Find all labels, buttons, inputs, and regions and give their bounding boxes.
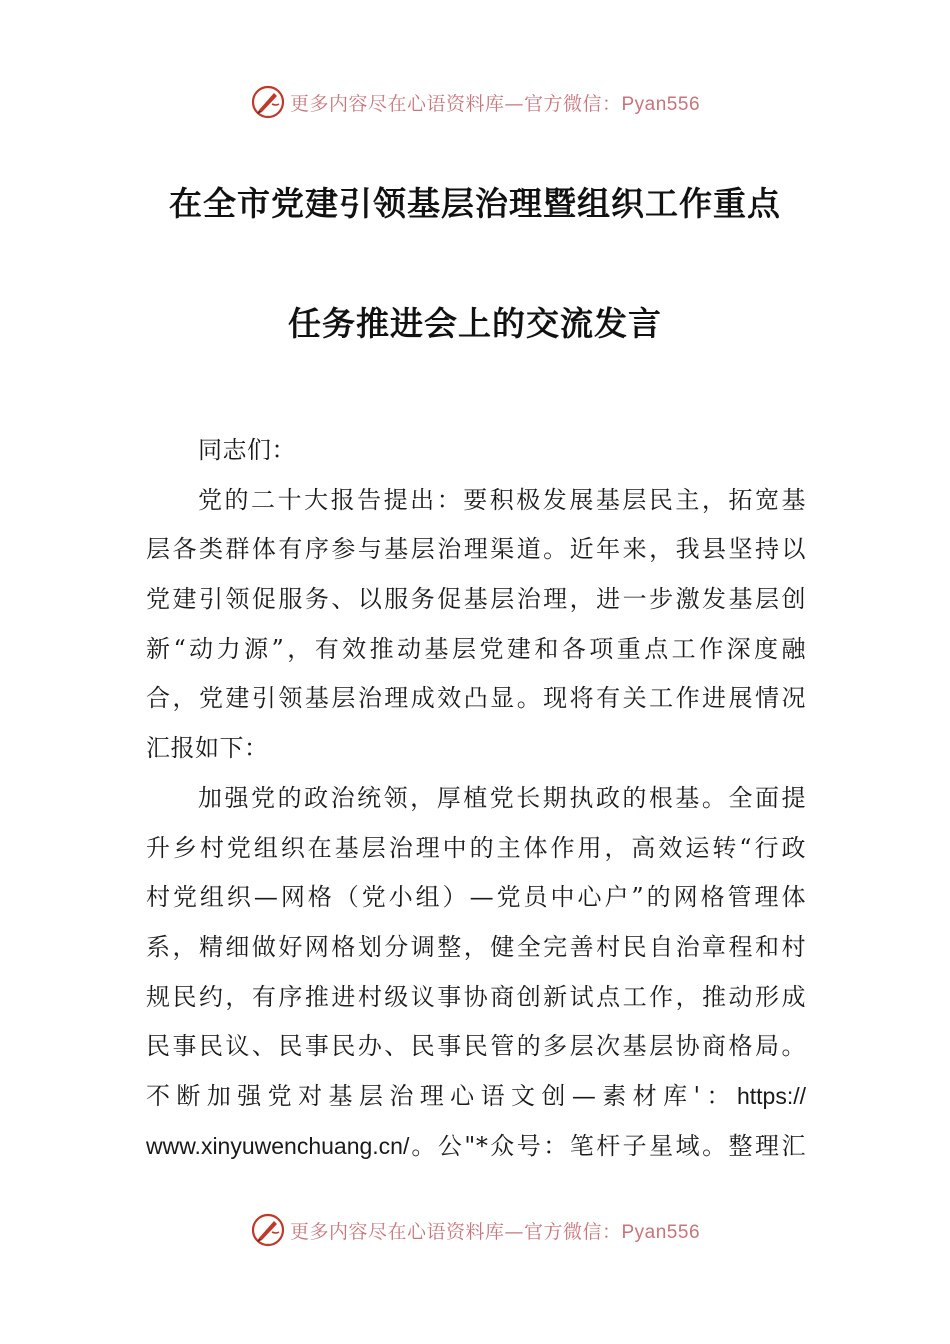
document-body — [146, 426, 806, 1171]
source-url-part-1: https:// — [736, 1082, 806, 1109]
paragraph-3-line — [146, 1122, 806, 1172]
ink-pen-logo-icon — [250, 1212, 286, 1248]
header-watermark — [0, 82, 950, 122]
paragraph-1-line: 新“动力源”，有效推动基层党建和各项重点工作深度融 — [146, 634, 806, 663]
document-title-line-2: 任务推进会上的交流发言 — [288, 304, 662, 343]
paragraph-2-line: 村党组织—网格（党小组）—党员中心户”的网格管理体 — [146, 883, 806, 912]
watermark-text — [290, 89, 700, 116]
watermark-wechat-id: Pyan556 — [621, 93, 701, 115]
paragraph-1-line: 合，党建引领基层治理成效凸显。现将有关工作进展情况 — [146, 684, 806, 713]
paragraph-1-line: 党建引领促服务、以服务促基层治理，进一步激发基层创 — [146, 585, 806, 614]
watermark-text — [290, 1217, 700, 1244]
paragraph-1-line: 党的二十大报告提出：要积极发展基层民主，拓宽基 — [198, 485, 806, 514]
document-title-line-1: 在全市党建引领基层治理暨组织工作重点 — [169, 184, 781, 223]
paragraph-2-line: 升乡村党组织在基层治理中的主体作用，高效运转“行政 — [146, 833, 806, 862]
paragraph-3-text: 。公"*众号：笔杆子星域。整理汇 — [409, 1131, 806, 1160]
watermark-wechat-id: Pyan556 — [621, 1221, 701, 1243]
source-url-part-2: www.xinyuwenchuang.cn/ — [146, 1132, 410, 1159]
paragraph-2-line: 加强党的政治统领，厚植党长期执政的根基。全面提 — [198, 783, 806, 812]
footer-watermark — [0, 1210, 950, 1250]
paragraph-2-line: 规民约，有序推进村级议事协商创新试点工作，推动形成 — [146, 982, 806, 1011]
greeting: 同志们： — [198, 436, 296, 464]
watermark-label: 更多内容尽在心语资料库—官方微信： — [289, 1220, 622, 1243]
paragraph-2-line: 民事民议、民事民办、民事民管的多层次基层协商格局。 — [146, 1032, 806, 1061]
watermark-label: 更多内容尽在心语资料库—官方微信： — [289, 92, 622, 115]
paragraph-2-line: 系，精细做好网格划分调整，健全完善村民自治章程和村 — [146, 932, 806, 961]
paragraph-1-line: 汇报如下： — [146, 734, 269, 763]
paragraph-1-line: 层各类群体有序参与基层治理渠道。近年来，我县坚持以 — [146, 535, 806, 564]
ink-pen-logo-icon — [250, 84, 286, 120]
paragraph-3-line — [146, 1072, 806, 1122]
paragraph-3-text: 不断加强党对基层治理心语文创—素材库'： — [146, 1081, 737, 1110]
